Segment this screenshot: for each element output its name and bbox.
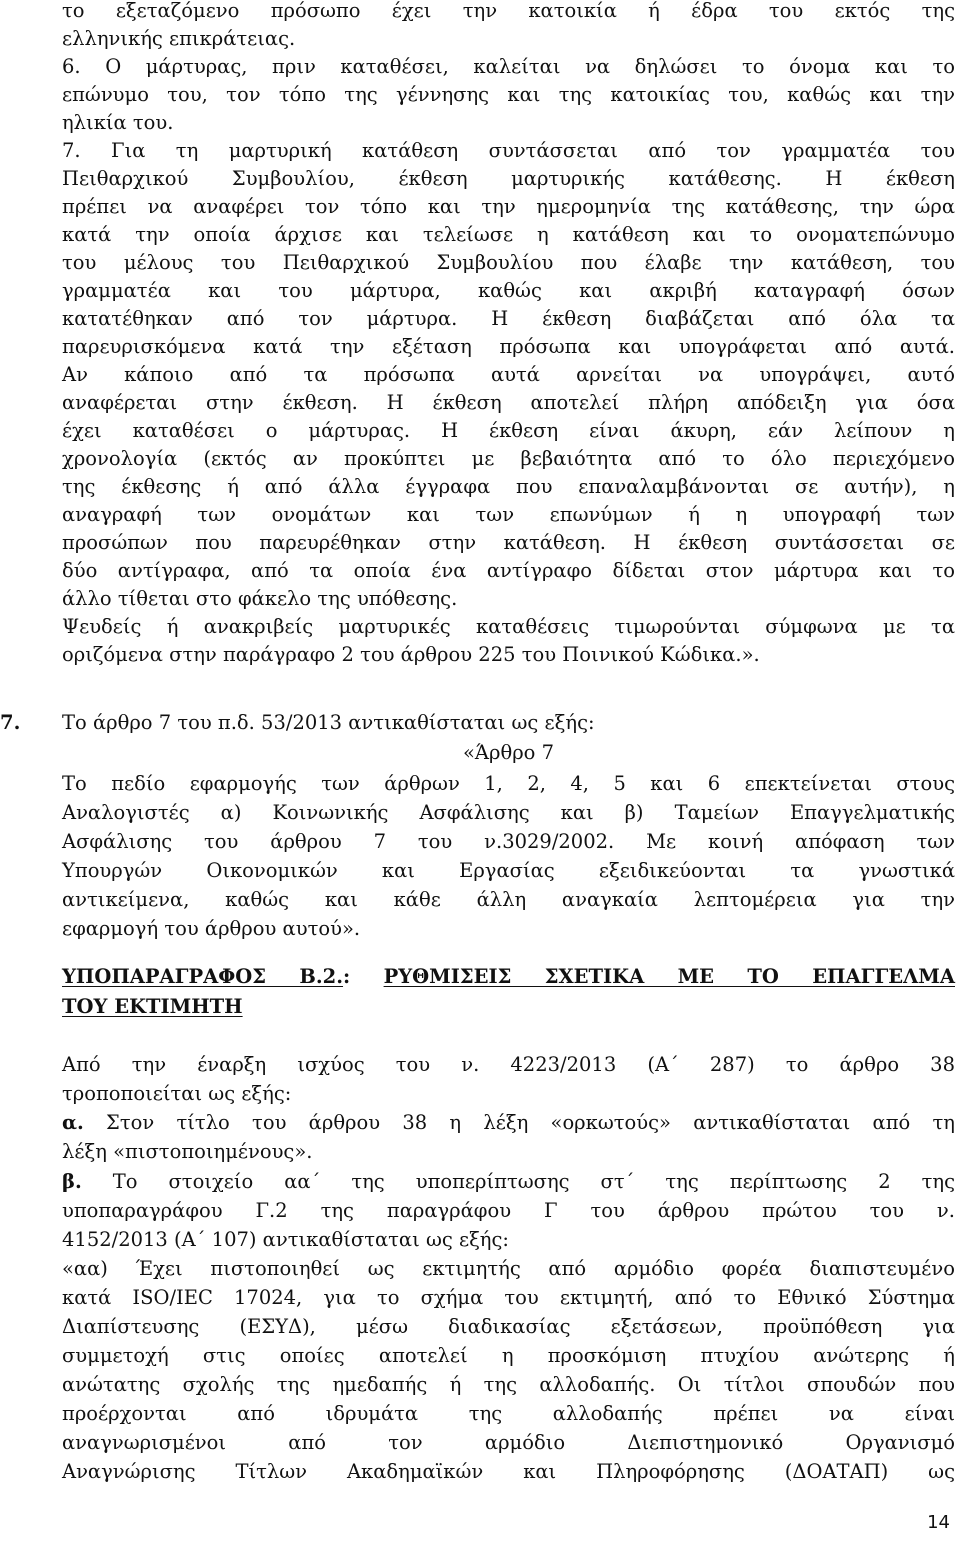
subparagraph-title-line2: ΤΟΥ ΕΚΤΙΜΗΤΗ bbox=[62, 995, 243, 1018]
text-line: ανώτατης σχολής της ημεδαπής ή της αλλοδαπής. Οι τίτλοι σπουδών που bbox=[62, 1373, 955, 1396]
text-line: υποπαραγράφου Γ.2 της παραγράφου Γ του άρθρου πρώτου του ν. bbox=[62, 1199, 955, 1222]
text-line: κατά την οποία άρχισε και τελείωσε η κατάθεση και το ονοματεπώνυμο bbox=[62, 223, 955, 246]
text-line: αναφέρεται στην έκθεση. Η έκθεση αποτελεί πλήρη απόδειξη για όσα bbox=[62, 391, 955, 414]
text-line: Διαπίστευσης (ΕΣΥΔ), μέσω διαδικασίας εξετάσεων, προϋπόθεση για bbox=[62, 1315, 955, 1338]
text-line: εφαρμογή του άρθρου αυτού». bbox=[62, 917, 361, 940]
text-line: του μέλους του Πειθαρχικού Συμβουλίου που έλαβε την κατάθεση, του bbox=[62, 251, 955, 274]
text-line: Ασφάλισης του άρθρου 7 του ν.3029/2002. Με κοινή απόφαση των bbox=[62, 830, 955, 853]
heading-colon: : bbox=[343, 965, 384, 988]
article-title: «Άρθρο 7 bbox=[462, 741, 555, 764]
alpha-marker: α. bbox=[62, 1111, 84, 1134]
text-line: δύο αντίγραφα, από τα οποία ένα αντίγραφο δίδεται στον μάρτυρα και το bbox=[62, 559, 955, 582]
text-line: αντικείμενα, καθώς και κάθε άλλη αναγκαία λεπτομέρεια για την bbox=[62, 888, 955, 911]
heading-line-1 bbox=[62, 963, 955, 991]
text-line: ηλικία του. bbox=[62, 111, 174, 134]
page-number: 14 bbox=[927, 1512, 950, 1533]
text-line: Αναγνώρισης Τίτλων Ακαδημαϊκών και Πληροφόρησης (ΔΟΑΤΑΠ) ως bbox=[62, 1460, 955, 1483]
text-line: γραμματέα και του μάρτυρα, καθώς και ακριβή καταγραφή όσων bbox=[62, 279, 955, 302]
beta-line bbox=[62, 1168, 955, 1196]
text-line: «αα) Έχει πιστοποιηθεί ως εκτιμητής από αρμόδιο φορέα διαπιστευμένο bbox=[62, 1257, 955, 1280]
text-line: οριζόμενα στην παράγραφο 2 του άρθρου 225 του Ποινικού Κώδικα.». bbox=[62, 643, 760, 666]
item-7-section bbox=[0, 709, 955, 943]
text-line: πρέπει να αναφέρει τον τόπο και την ημερομηνία της κατάθεσης, την ώρα bbox=[62, 195, 955, 218]
text-line: Αναλογιστές α) Κοινωνικής Ασφάλισης και β) Ταμείων Επαγγελματικής bbox=[62, 801, 955, 824]
text-line: Ψευδείς ή ανακριβείς μαρτυρικές καταθέσεις τιμωρούνται σύμφωνα με τα bbox=[62, 615, 955, 638]
text-line: επώνυμο του, τον τόπο της γέννησης και της κατοικίας του, καθώς και την bbox=[62, 83, 955, 106]
text-line: Πειθαρχικού Συμβουλίου, έκθεση μαρτυρικής κατάθεσης. Η έκθεση bbox=[62, 167, 955, 190]
text-line: Από την έναρξη ισχύος του ν. 4223/2013 (Α΄ 287) το άρθρο 38 bbox=[62, 1053, 955, 1076]
alpha-line bbox=[62, 1109, 955, 1137]
text-line: έχει καταθέσει ο μάρτυρας. Η έκθεση είναι άκυρη, εάν λείπουν η bbox=[62, 419, 955, 442]
text-line: αναγνωρισμένοι από τον αρμόδιο Διεπιστημονικό Οργανισμό bbox=[62, 1431, 955, 1454]
text-line: συμμετοχή στις οποίες αποτελεί η προσκόμιση πτυχίου ανώτερης ή bbox=[62, 1344, 955, 1367]
item-intro: Το άρθρο 7 του π.δ. 53/2013 αντικαθίσταται ως εξής: bbox=[62, 711, 595, 734]
subparagraph-heading bbox=[62, 963, 955, 1021]
text-line: 6. Ο μάρτυρας, πριν καταθέσει, καλείται να δηλώσει το όνομα και το bbox=[62, 55, 955, 78]
text-line: κατατέθηκαν από τον μάρτυρα. Η έκθεση διαβάζεται από όλα τα bbox=[62, 307, 955, 330]
text-line: το εξεταζόμενο πρόσωπο έχει την κατοικία ή έδρα του εκτός της bbox=[62, 0, 955, 22]
text-line: προέρχονται από ιδρυμάτα της αλλοδαπής πρέπει να είναι bbox=[62, 1402, 955, 1425]
text-line: προσώπων που παρευρέθηκαν στην κατάθεση. Η έκθεση συντάσσεται σε bbox=[62, 531, 955, 554]
item-number: 7. bbox=[0, 711, 21, 734]
text-line: τροποποιείται ως εξής: bbox=[62, 1082, 292, 1105]
text-line: Υπουργών Οικονομικών και Εργασίας εξειδικεύονται τα γνωστικά bbox=[62, 859, 955, 882]
text-line: λέξη «πιστοποιημένους». bbox=[62, 1140, 313, 1163]
article-continuation bbox=[62, 0, 955, 669]
text-line: παρευρισκόμενα κατά την εξέταση πρόσωπα και υπογράφεται από αυτά. bbox=[62, 335, 955, 358]
text-line: αναγραφή των ονομάτων και των επωνύμων ή η υπογραφή των bbox=[62, 503, 955, 526]
subparagraph-label: ΥΠΟΠΑΡΑΓΡΑΦΟΣ Β.2. bbox=[62, 965, 344, 988]
subparagraph-title-line1: ΡΥΘΜΙΣΕΙΣ ΣΧΕΤΙΚΑ ΜΕ ΤΟ ΕΠΑΓΓΕΛΜΑ bbox=[383, 965, 955, 988]
beta-text: Το στοιχείο αα΄ της υποπερίπτωσης στ΄ της περίπτωσης 2 της bbox=[81, 1170, 955, 1193]
beta-marker: β. bbox=[62, 1170, 82, 1193]
text-line: 7. Για τη μαρτυρική κατάθεση συντάσσεται από τον γραμματέα του bbox=[62, 139, 955, 162]
heading-line-2 bbox=[62, 993, 955, 1021]
text-line: άλλο τίθεται στο φάκελο της υπόθεσης. bbox=[62, 587, 458, 610]
text-line: χρονολογία (εκτός αν προκύπτει με βεβαιότητα από το όλο περιεχόμενο bbox=[62, 447, 955, 470]
text-line: ελληνικής επικράτειας. bbox=[62, 27, 296, 50]
text-line: κατά ISO/IEC 17024, για το σχήμα του εκτιμητή, από το Εθνικό Σύστημα bbox=[62, 1286, 955, 1309]
text-line: 4152/2013 (Α΄ 107) αντικαθίσταται ως εξής: bbox=[62, 1228, 509, 1251]
text-line: Αν κάποιο από τα πρόσωπα αυτά αρνείται να υπογράψει, αυτό bbox=[62, 363, 955, 386]
subparagraph-body bbox=[62, 1051, 955, 1486]
text-line: της έκθεσης ή από άλλα έγγραφα που επαναλαμβάνονται σε αυτήν), η bbox=[62, 475, 955, 498]
text-line: Το πεδίο εφαρμογής των άρθρων 1, 2, 4, 5 και 6 επεκτείνεται στους bbox=[62, 772, 955, 795]
alpha-text: Στον τίτλο του άρθρου 38 η λέξη «ορκωτούς» αντικαθίσταται από τη bbox=[83, 1111, 955, 1134]
